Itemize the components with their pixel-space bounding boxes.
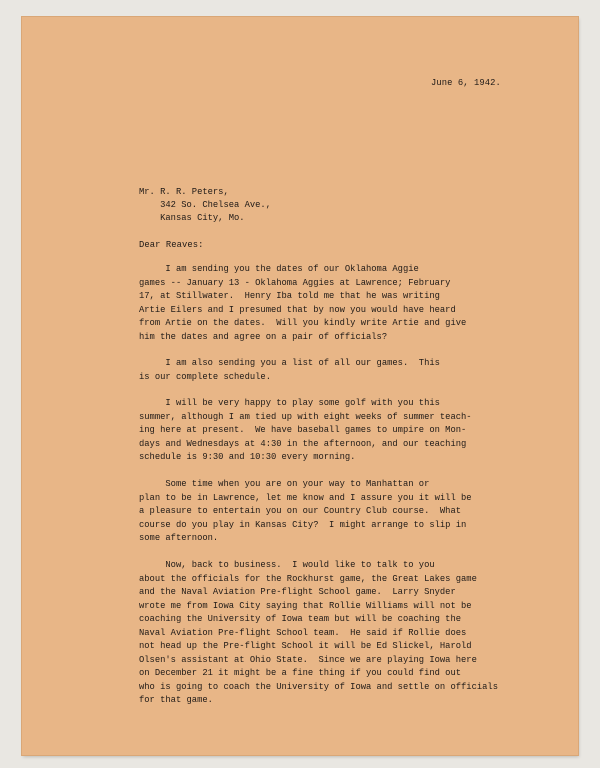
address-line-name: Mr. R. R. Peters,	[139, 187, 229, 197]
address-line-city: Kansas City, Mo.	[139, 213, 245, 223]
paragraph-officials: Now, back to business. I would like to talk to you about the officials for the Rockhurst game, the Great Lakes game and the Naval Aviation Pre-flight School game. Larry Snyder wrote me from Iowa City saying that Rollie Williams will not be coaching the University of Iowa team but will be coaching the Naval Aviation Pre-flight School team. He said if Rollie does not head up the Pre-flight School it will be Ed Slickel, Harold Olsen's assistant at Ohio State. Since we are playing Iowa here on December 21 it might be a fine thing if you could find out who is going to coach the University of Iowa and settle on officials for that game.	[139, 560, 498, 705]
letter-page	[22, 17, 578, 755]
paragraph-visit: Some time when you are on your way to Manhattan or plan to be in Lawrence, let me know and I assure you it will be a pleasure to entertain you on our Country Club course. What course do you play in Kansas City? I might arrange to slip in some afternoon.	[139, 479, 472, 543]
paragraph-golf: I will be very happy to play some golf with you this summer, although I am tied up with eight weeks of summer teach- ing here at present. We have baseball games to umpire on Mon- days and Wednesdays at 4:30 in the afternoon, and our teaching schedule is 9:30 and 10:30 every morning.	[139, 398, 472, 462]
address-line-street: 342 So. Chelsea Ave.,	[139, 200, 271, 210]
paragraph-schedule: I am also sending you a list of all our games. This is our complete schedule.	[139, 358, 440, 382]
letter-date: June 6, 1942.	[431, 78, 501, 88]
paragraph-aggie-games: I am sending you the dates of our Oklahoma Aggie games -- January 13 - Oklahoma Aggies at Lawrence; February 17, at Stillwater. Henry Iba told me that he was writing Artie Eilers and I presumed that by now you would have heard from Artie on the dates. Will you kindly write Artie and give him the dates and agree on a pair of officials?	[139, 264, 467, 342]
salutation: Dear Reaves:	[139, 240, 204, 250]
